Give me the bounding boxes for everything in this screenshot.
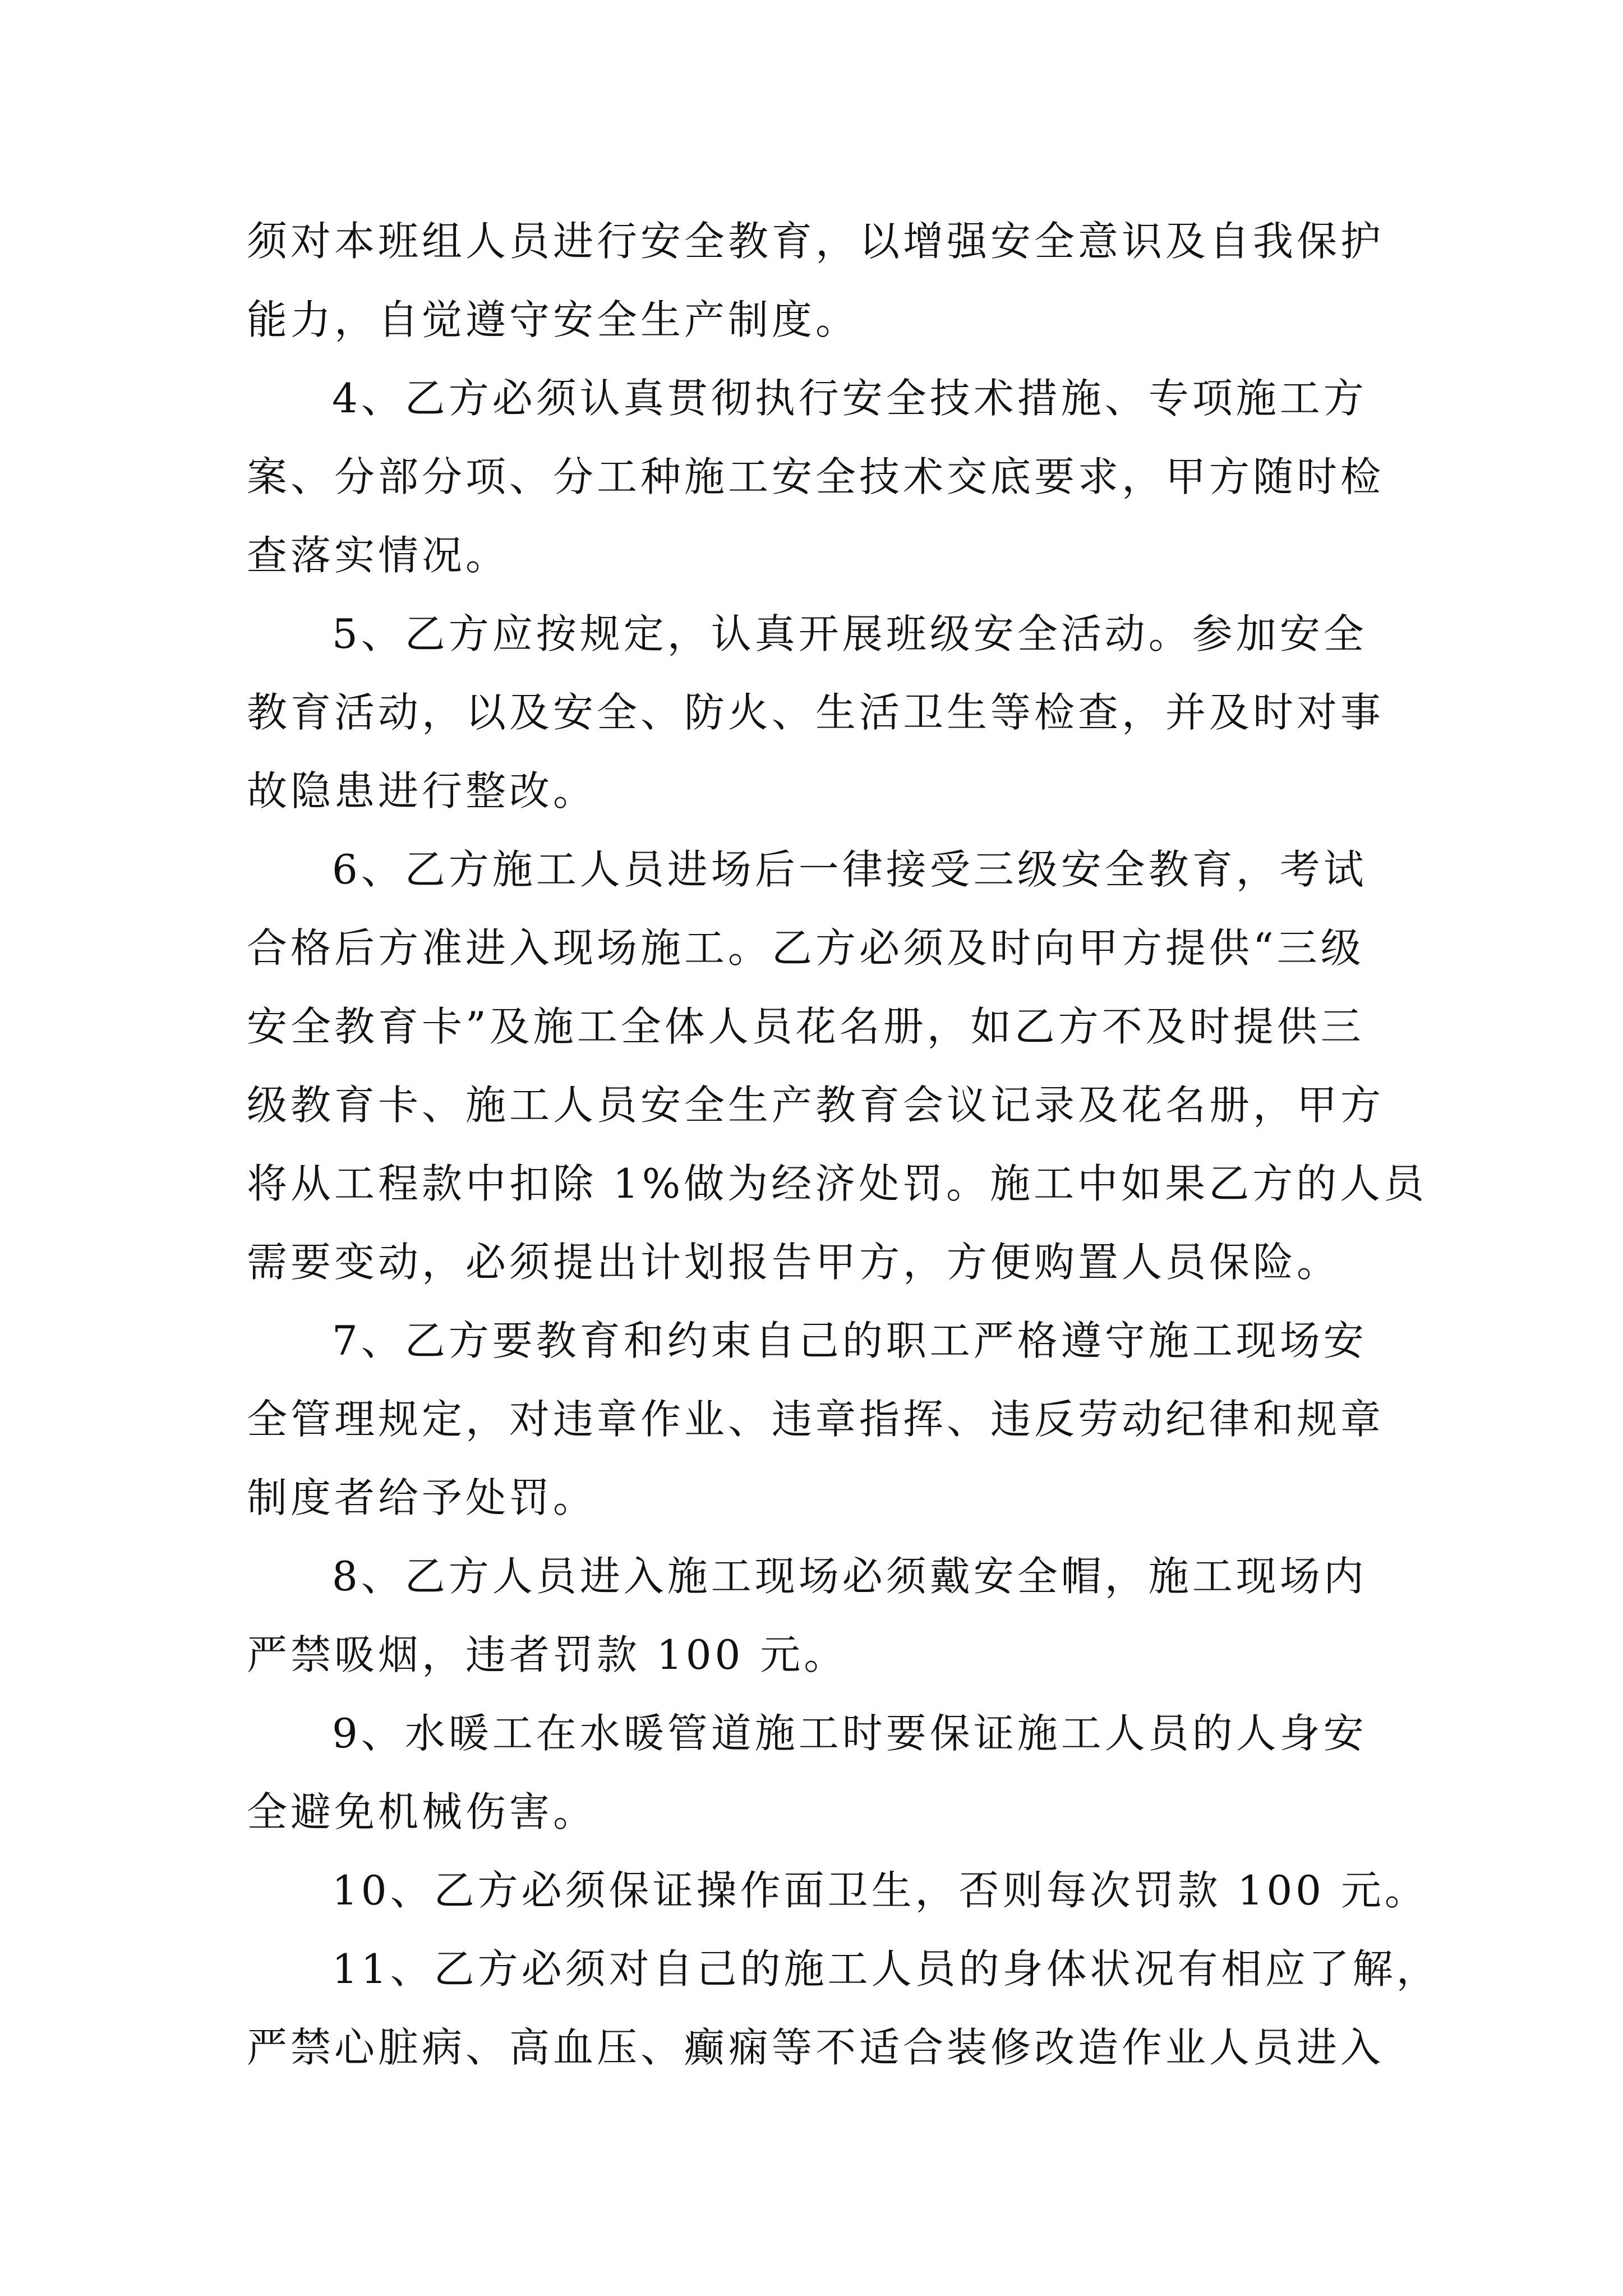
text-line: 严禁心脏病、高血压、癫痫等不适合装修改造作业人员进入 bbox=[247, 2024, 1385, 2071]
clause-11-line: 11、乙方必须对自己的施工人员的身体状况有相应了解， bbox=[332, 1945, 1440, 1993]
clause-9-line: 9、水暖工在水暖管道施工时要保证施工人员的人身安 bbox=[332, 1710, 1367, 1757]
text-line: 案、分部分项、分工种施工安全技术交底要求，甲方随时检 bbox=[247, 453, 1385, 500]
text-line: 制度者给予处罚。 bbox=[247, 1474, 597, 1521]
clause-4-line: 4、乙方必须认真贯彻执行安全技术措施、专项施工方 bbox=[332, 375, 1367, 422]
document-body bbox=[247, 202, 1440, 2087]
text-line: 级教育卡、施工人员安全生产教育会议记录及花名册，甲方 bbox=[247, 1082, 1385, 1129]
text-line: 须对本班组人员进行安全教育，以增强安全意识及自我保护 bbox=[247, 218, 1385, 265]
clause-6-line: 6、乙方施工人员进场后一律接受三级安全教育，考试 bbox=[332, 846, 1367, 893]
clause-8-line: 8、乙方人员进入施工现场必须戴安全帽，施工现场内 bbox=[332, 1553, 1367, 1600]
text-line: 全避免机械伤害。 bbox=[247, 1788, 597, 1835]
text-line: 安全教育卡”及施工全体人员花名册，如乙方不及时提供三 bbox=[247, 1003, 1364, 1050]
text-line: 全管理规定，对违章作业、违章指挥、违反劳动纪律和规章 bbox=[247, 1396, 1385, 1443]
text-line: 教育活动，以及安全、防火、生活卫生等检查，并及时对事 bbox=[247, 689, 1385, 736]
text-line: 将从工程款中扣除 1%做为经济处罚。施工中如果乙方的人员 bbox=[247, 1160, 1428, 1207]
text-line: 合格后方准进入现场施工。乙方必须及时向甲方提供“三级 bbox=[247, 924, 1364, 972]
text-line: 查落实情况。 bbox=[247, 532, 510, 579]
clause-10-line: 10、乙方必须保证操作面卫生，否则每次罚款 100 元。 bbox=[332, 1867, 1428, 1914]
clause-7-line: 7、乙方要教育和约束自己的职工严格遵守施工现场安 bbox=[332, 1317, 1367, 1364]
text-line: 需要变动，必须提出计划报告甲方，方便购置人员保险。 bbox=[247, 1239, 1341, 1286]
text-line: 能力，自觉遵守安全生产制度。 bbox=[247, 296, 860, 343]
text-line: 故隐患进行整改。 bbox=[247, 767, 597, 815]
clause-5-line: 5、乙方应按规定，认真开展班级安全活动。参加安全 bbox=[332, 610, 1367, 657]
text-line: 严禁吸烟，违者罚款 100 元。 bbox=[247, 1631, 848, 1678]
